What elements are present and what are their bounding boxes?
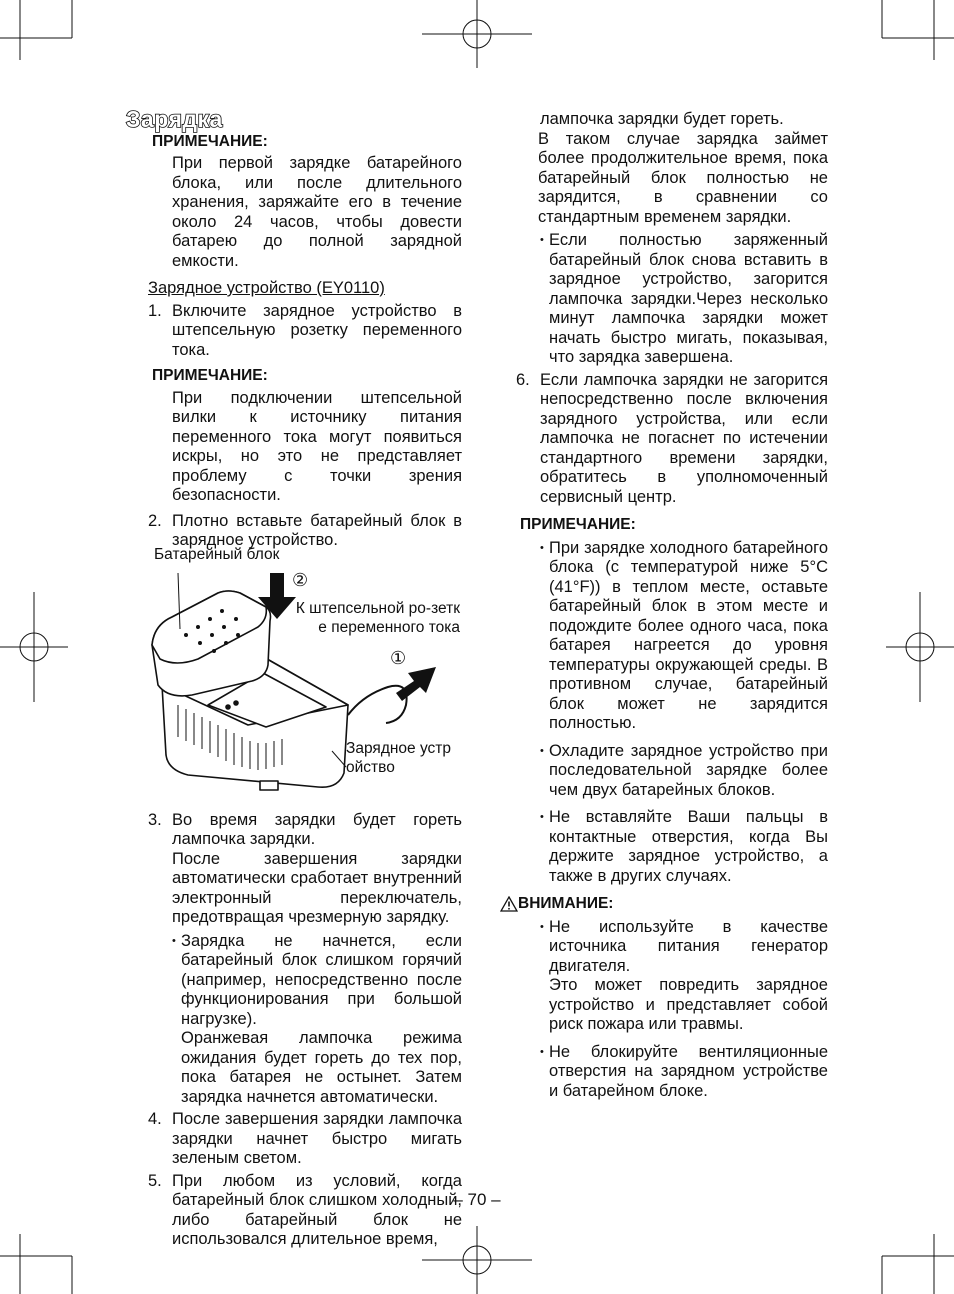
bullet-dot: • xyxy=(540,541,544,554)
step-text: При любом из условий, когда батарейный блок слишком холодный, либо батарейный блок не использовался длительное время, xyxy=(172,1171,462,1248)
list-item xyxy=(148,1172,462,1250)
list-item xyxy=(516,371,828,508)
bullet-extra: Это может повредить зарядное устройство и представляет собой риск пожара или травмы. xyxy=(549,976,828,1033)
bullet-dot: • xyxy=(540,744,544,757)
bullet-dot: • xyxy=(540,1045,544,1058)
step-text: После завершения зарядки лампочка зарядки начнет быстро мигать зеленым светом. xyxy=(172,1110,462,1167)
bullet-text: Не используйте в качестве источника питания генератор двигателя. xyxy=(549,917,828,975)
step-number: 5. xyxy=(148,1171,162,1190)
bullet-dot: • xyxy=(172,934,176,947)
outlet-label: К штепсельной ро-зетк е переменного тока xyxy=(295,599,460,636)
step-text: Если лампочка зарядки не загорится непосредственно после включения зарядного устройства, или если лампочка не погаснет по истечении стандартного времени зарядки, обратитесь в уполномоченный сервисный центр. xyxy=(540,370,828,506)
bullet-item xyxy=(540,539,828,734)
step-number: 1. xyxy=(148,301,162,320)
bullet-item xyxy=(540,231,828,368)
bullet-dot: • xyxy=(540,811,544,823)
bullet-text: Охладите зарядное устройство при последовательной зарядке более чем двух батарейных блоков. xyxy=(549,741,828,799)
bullet-dot: • xyxy=(540,920,544,933)
section-heading: Зарядное устройство (EY0110) xyxy=(148,279,385,297)
left-column xyxy=(126,106,462,1250)
bullet-item xyxy=(540,1043,828,1102)
step-number: 4. xyxy=(148,1110,162,1128)
step-number: 3. xyxy=(148,810,162,829)
step-extra: После завершения зарядки автоматически сработает внутренний электронный переключатель, предотвращая чрезмерную зарядку. xyxy=(172,849,462,926)
charger-label: Зарядное устр ойство xyxy=(346,739,452,776)
step-text: Во время зарядки будет гореть лампочка зарядки. xyxy=(172,810,462,848)
bullet-text: При зарядке холодного батарейного блока (с температурой ниже 5°C (41°F)) в теплом месте, оставьте батарейный блок в этом месте и подождите более одного часа, пока батарея нагреется до уровня температуры окружающей среды. В противном случае, батарейный блок может не зарядится полностью. xyxy=(549,538,828,732)
warning-heading xyxy=(500,894,828,914)
step-text: Плотно вставьте батарейный блок в зарядное устройство. xyxy=(172,511,462,549)
bullet-text: Не вставляйте Ваши пальцы в контактные отверстия, когда Вы держите зарядное устройство, а также в других случаях. xyxy=(549,808,828,885)
bullet-text: Не блокируйте вентиляционные отверстия на зарядном устройстве и батарейном блоке. xyxy=(549,1042,828,1100)
warning-heading-text: ВНИМАНИЕ: xyxy=(518,895,614,912)
note-heading: ПРИМЕЧАНИЕ: xyxy=(152,132,268,150)
step-continuation: лампочка зарядки будет гореть. xyxy=(540,110,784,128)
bullet-dot: • xyxy=(540,234,544,246)
bullet-item xyxy=(540,742,828,801)
bullet-item xyxy=(540,808,828,886)
step-number: 6. xyxy=(516,370,530,389)
bullet-item xyxy=(540,918,828,977)
bullet-item xyxy=(172,932,462,1030)
bullet-text: Если полностью заряженный батарейный блок снова вставить в зарядное устройство, загорится лампочка зарядки.Через несколько минут лампочка зарядки может начать быстро мигать, показывая, что зарядка завершена. xyxy=(549,231,828,366)
note-heading: ПРИМЕЧАНИЕ: xyxy=(520,516,636,533)
note-text: При первой зарядке батарейного блока, или после длительного хранения, заряжайте его в течение около 24 часов, чтобы довести батарею до полной зарядной емкости. xyxy=(172,154,462,270)
step-continuation-2: В таком случае зарядка займет более продолжительное время, пока батарейный блок полностью не зарядится, в сравнении со стандартным временем зарядки. xyxy=(538,129,828,226)
page-title: Зарядка xyxy=(126,106,223,132)
step-number: 2. xyxy=(148,511,162,530)
step1-marker: ① xyxy=(390,647,407,668)
list-item xyxy=(148,811,462,850)
list-item xyxy=(148,302,462,361)
list-item xyxy=(148,1110,462,1169)
note-text: При подключении штепсельной вилки к источнику питания переменного тока могут появиться искры, но это не представляет проблему с точки зрения безопасности. xyxy=(172,388,462,504)
page-number: – 70 – xyxy=(453,1190,501,1209)
bullet-extra: Оранжевая лампочка режима ожидания будет гореть до тех пор, пока батарея не остынет. Затем зарядка начнется автоматически. xyxy=(181,1029,462,1106)
step2-marker: ② xyxy=(292,569,309,590)
warning-icon xyxy=(500,896,518,912)
right-column xyxy=(516,110,828,1101)
charger-figure xyxy=(148,545,462,805)
note-heading: ПРИМЕЧАНИЕ: xyxy=(152,367,268,384)
bullet-text: Зарядка не начнется, если батарейный блок слишком горячий (например, непосредственно после функционирования при большой нагрузке). xyxy=(181,931,462,1028)
battery-label: Батарейный блок xyxy=(154,545,280,563)
step-text: Включите зарядное устройство в штепсельную розетку переменного тока. xyxy=(172,301,462,359)
